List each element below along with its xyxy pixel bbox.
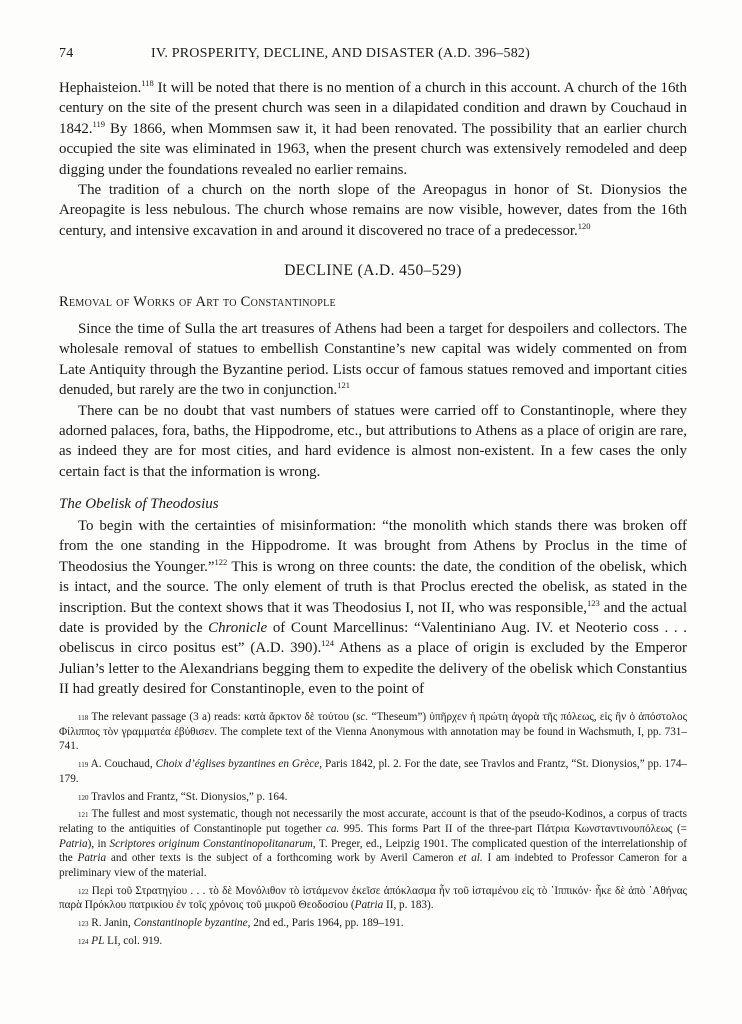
subheading: Removal of Works of Art to Constantinople xyxy=(59,294,336,310)
paragraph: The tradition of a church on the north slope of the Areopagus in honor of St. Dionysios the Areopagite is less nebulous. The church whose remains are now visible, however, dates from the 16th century, and intensive excavation in and around it discovered no trace of a predecessor.$^{120}$ xyxy=(59,182,687,239)
footnote-ref[interactable]: 124 xyxy=(321,638,334,649)
footnote-ref[interactable]: 122 xyxy=(214,556,228,567)
footnote: 120 Travlos and Frantz, “St. Dionysios,” p. 164. xyxy=(78,790,288,803)
section-heading: DECLINE (A.D. 450–529) xyxy=(284,262,462,279)
paragraph: To begin with the certainties of misinformation: “the monolith which stands there was broken off from the one standing in the Hippodrome. It was brought from Athens by Proclus in the time of Theodosius the Younger.”$^{122}$ This is wrong on three counts: the date, the condition of the obelisk, which is intact, and the source. The only element of truth is that Proclus erected the obelisk, as stated in the inscription. But the context shows that it was Theodosius I, not II, who was responsible,$^{123}$ and the actual date is provided by the Chronicle of Count Marcellinus: “Valentiniano Aug. IV. et Neoterio coss . . . obeliscus in circo positus est” (A.D. 390).$^{124}$ Athens as a place of origin is excluded by the Emperor Julian’s letter to the Alexandrians begging them to expedite the delivery of the obelisk which Constantius II had greatly desired for Constantinople, even to the point of xyxy=(59,518,687,698)
footnote-ref[interactable]: 121 xyxy=(337,380,351,391)
footnotes xyxy=(59,710,687,952)
section-text xyxy=(59,319,687,482)
footnote: 122 Περὶ τοῦ Στρατηγίου . . . τὸ δὲ Μονόλιθον τὸ ἱστάμενον ἐκεῖσε ἀπόκλασμα ἦν τοῦ ἱσταμένου εἰς τὸ ῾Ιππικόν· ἦκε δὲ ἀπὸ ᾿Αθήνας παρὰ Πρόκλου πατρικίου ἐν τοῖς χρόνοις τοῦ μικροῦ Θεοδοσίου (Patria II, p. 183). xyxy=(59,884,687,912)
running-title: IV. PROSPERITY, DECLINE, AND DISASTER (A.D. 396–582) xyxy=(151,46,530,61)
italic-heading: The Obelisk of Theodosius xyxy=(59,496,219,512)
paragraph: There can be no doubt that vast numbers of statues were carried off to Constantinople, where they adorned palaces, fora, baths, the Hippodrome, etc., but attributions to Athens as a place of origin are rare, as indeed they are for most cities, and hard evidence is almost non-existent. In a few cases the only certain fact is that the information is wrong. xyxy=(59,402,687,480)
paragraph: Hephaisteion.$^{118}$ It will be noted that there is no mention of a church in this account. A church of the 16th century on the site of the present church was seen in a dilapidated condition and drawn by Couchaud in 1842.$^{119}$ By 1866, when Mommsen saw it, it had been renovated. The possibility that an earlier church occupied the site was eliminated in 1963, when the present church was extensively remodeled and deep digging under the foundations revealed no earlier remains. xyxy=(59,78,687,178)
footnote-ref[interactable]: 123 xyxy=(587,597,600,608)
footnote-ref[interactable]: 120 xyxy=(577,220,591,231)
footnote: 121 The fullest and most systematic, though not necessarily the most accurate, account is that of the pseudo-Kodinos, a corpus of tracts relating to the antiquities of Constantinople put together ca. 995. This forms Part II of the three-part Πάτρια Κωνσταντινουπόλεως (= Patria), in Scriptores originum Constantinopolitanarum, T. Preger, ed., Leipzig 1901. The complicated question of the interrelationship of the Patria and other texts is the subject of a forthcoming work by Averil Cameron et al. I am indebted to Professor Cameron for a preliminary view of the material. xyxy=(59,808,687,880)
obelisk-text xyxy=(59,516,687,700)
footnote: 118 The relevant passage (3 a) reads: κατὰ ἄρκτον δὲ τούτου (sc. “Theseum”) ὑπῆρχεν ἡ πρώτη ἀγορὰ τῆς πόλεως, εἰς ἣν ὁ ἀπόστολος Φίλιππος τὸν γραμματέα ἐβύθισεν. The complete text of the Vienna Anonymous with annotation may be found in Wachsmuth, I, pp. 731–741. xyxy=(59,711,688,753)
footnote: 119 A. Couchaud, Choix d’églises byzantines en Grèce, Paris 1842, pl. 2. For the date, see Travlos and Frantz, “St. Dionysios,” pp. 174–179. xyxy=(59,758,688,785)
page-number: 74 xyxy=(59,46,74,61)
paragraph: Since the time of Sulla the art treasures of Athens had been a target for despoilers and collectors. The wholesale removal of statues to embellish Constantine’s new capital was widely commented on from Late Antiquity through the Byzantine period. Lists occur of famous statues removed and important cities denuded, but rarely are the two in conjunction.$^{121}$ xyxy=(59,321,687,399)
footnote-ref[interactable]: 119 xyxy=(92,118,105,129)
intro-text xyxy=(59,78,687,241)
footnote: 123 R. Janin, Constantinople byzantine, 2nd ed., Paris 1964, pp. 189–191. xyxy=(78,917,404,930)
footnote: 124 PL LI, col. 919. xyxy=(78,934,163,947)
footnote-ref[interactable]: 118 xyxy=(141,78,154,88)
